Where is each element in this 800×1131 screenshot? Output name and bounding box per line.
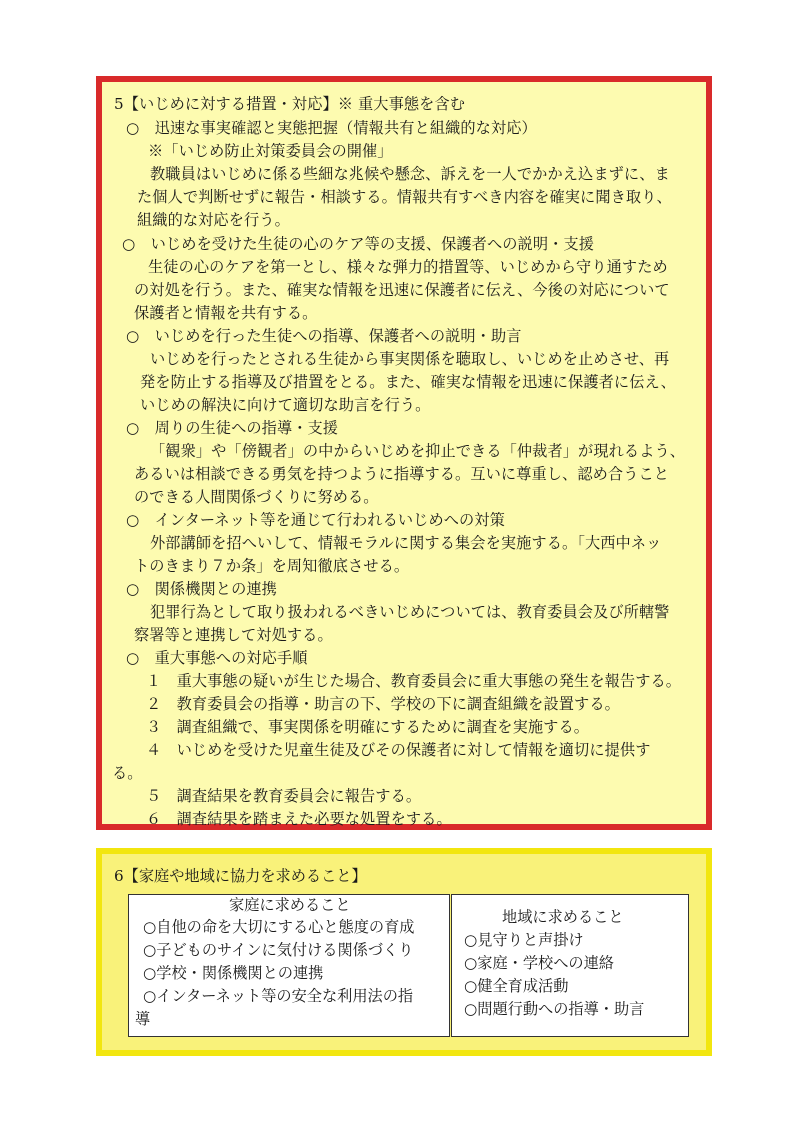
list-item: ○自他の命を大切にする心と態度の育成 bbox=[143, 918, 415, 936]
body-line: トのきまり７か条」を周知徹底させる。 bbox=[134, 557, 410, 575]
family-requests-heading: 家庭に求めること bbox=[229, 896, 351, 914]
body-line: 発を防止する指導及び措置をとる。また、確実な情報を迅速に保護者に伝え、 bbox=[140, 373, 676, 391]
item-victim-care: ○ いじめを受けた生徒の心のケア等の支援、保護者への説明・支援 bbox=[122, 235, 594, 253]
body-line: 生徒の心のケアを第一とし、様々な弾力的措置等、いじめから守り通すため bbox=[148, 258, 668, 276]
item-fact-check: ○ 迅速な事実確認と実態把握（情報共有と組織的な対応） bbox=[126, 119, 537, 137]
list-item: ○学校・関係機関との連携 bbox=[143, 964, 324, 982]
item-internet-measures: ○ インターネット等を通じて行われるいじめへの対策 bbox=[126, 511, 505, 529]
list-item: ○健全育成活動 bbox=[464, 977, 569, 995]
body-line: いじめを行ったとされる生徒から事実関係を聴取し、いじめを止めさせ、再 bbox=[150, 350, 670, 368]
body-line: のできる人間関係づくりに努める。 bbox=[134, 488, 379, 506]
procedure-step: ４ いじめを受けた児童生徒及びその保護者に対して情報を適切に提供す bbox=[146, 741, 651, 759]
list-item: ○家庭・学校への連絡 bbox=[464, 954, 614, 972]
body-line: あるいは相談できる勇気を持つように指導する。互いに尊重し、認め合うこと bbox=[134, 465, 670, 483]
section6-heading: 6【家庭や地域に協力を求めること】 bbox=[114, 867, 367, 885]
section6-cooperation-box bbox=[96, 848, 712, 1056]
item-serious-case-procedure: ○ 重大事態への対応手順 bbox=[126, 649, 308, 667]
list-item-continued: 導 bbox=[135, 1010, 151, 1028]
procedure-step: ２ 教育委員会の指導・助言の下、学校の下に調査組織を設置する。 bbox=[146, 695, 620, 713]
body-line: 教職員はいじめに係る些細な兆候や懸念、訴えを一人でかかえ込まずに、ま bbox=[150, 165, 670, 183]
body-line: 犯罪行為として取り扱われるべきいじめについては、教育委員会及び所轄警 bbox=[150, 603, 670, 621]
body-line: 「観衆」や「傍観者」の中からいじめを抑止できる「仲裁者」が現れるよう、 bbox=[150, 442, 686, 460]
list-item: ○インターネット等の安全な利用法の指 bbox=[143, 987, 414, 1005]
body-line: の対処を行う。また、確実な情報を迅速に保護者に伝え、今後の対応について bbox=[134, 281, 670, 299]
body-line: 察署等と連携して対処する。 bbox=[134, 626, 333, 644]
body-line: た個人で判断せずに報告・相談する。情報共有すべき内容を確実に聞き取り、 bbox=[137, 188, 672, 206]
section5-heading: 5【いじめに対する措置・対応】※ 重大事態を含む bbox=[114, 95, 466, 113]
procedure-step: １ 重大事態の疑いが生じた場合、教育委員会に重大事態の発生を報告する。 bbox=[146, 672, 682, 690]
body-line: 組織的な対応を行う。 bbox=[137, 211, 290, 229]
body-line: 保護者と情報を共有する。 bbox=[134, 304, 318, 322]
sub-note-committee: ※「いじめ防止対策委員会の開催」 bbox=[148, 142, 393, 160]
list-item: ○子どものサインに気付ける関係づくり bbox=[143, 941, 414, 959]
list-item: ○問題行動への指導・助言 bbox=[464, 1000, 645, 1018]
body-line: いじめの解決に向けて適切な助言を行う。 bbox=[140, 396, 431, 414]
procedure-step: ６ 調査結果を踏まえた必要な処置をする。 bbox=[146, 810, 452, 828]
family-requests-box bbox=[128, 894, 450, 1037]
procedure-step-continued: る。 bbox=[112, 764, 143, 782]
community-requests-box bbox=[451, 894, 689, 1037]
section5-measures-box bbox=[96, 76, 712, 830]
community-requests-heading: 地域に求めること bbox=[502, 908, 624, 926]
procedure-step: ３ 調査組織で、事実関係を明確にするために調査を実施する。 bbox=[146, 718, 590, 736]
item-perpetrator-guidance: ○ いじめを行った生徒への指導、保護者への説明・助言 bbox=[126, 327, 522, 345]
list-item: ○見守りと声掛け bbox=[464, 931, 584, 949]
item-bystander-guidance: ○ 周りの生徒への指導・支援 bbox=[126, 419, 339, 437]
procedure-step: ５ 調査結果を教育委員会に報告する。 bbox=[146, 787, 422, 805]
body-line: 外部講師を招へいして、情報モラルに関する集会を実施する。「大西中ネッ bbox=[150, 534, 662, 552]
item-agency-cooperation: ○ 関係機関との連携 bbox=[126, 580, 277, 598]
